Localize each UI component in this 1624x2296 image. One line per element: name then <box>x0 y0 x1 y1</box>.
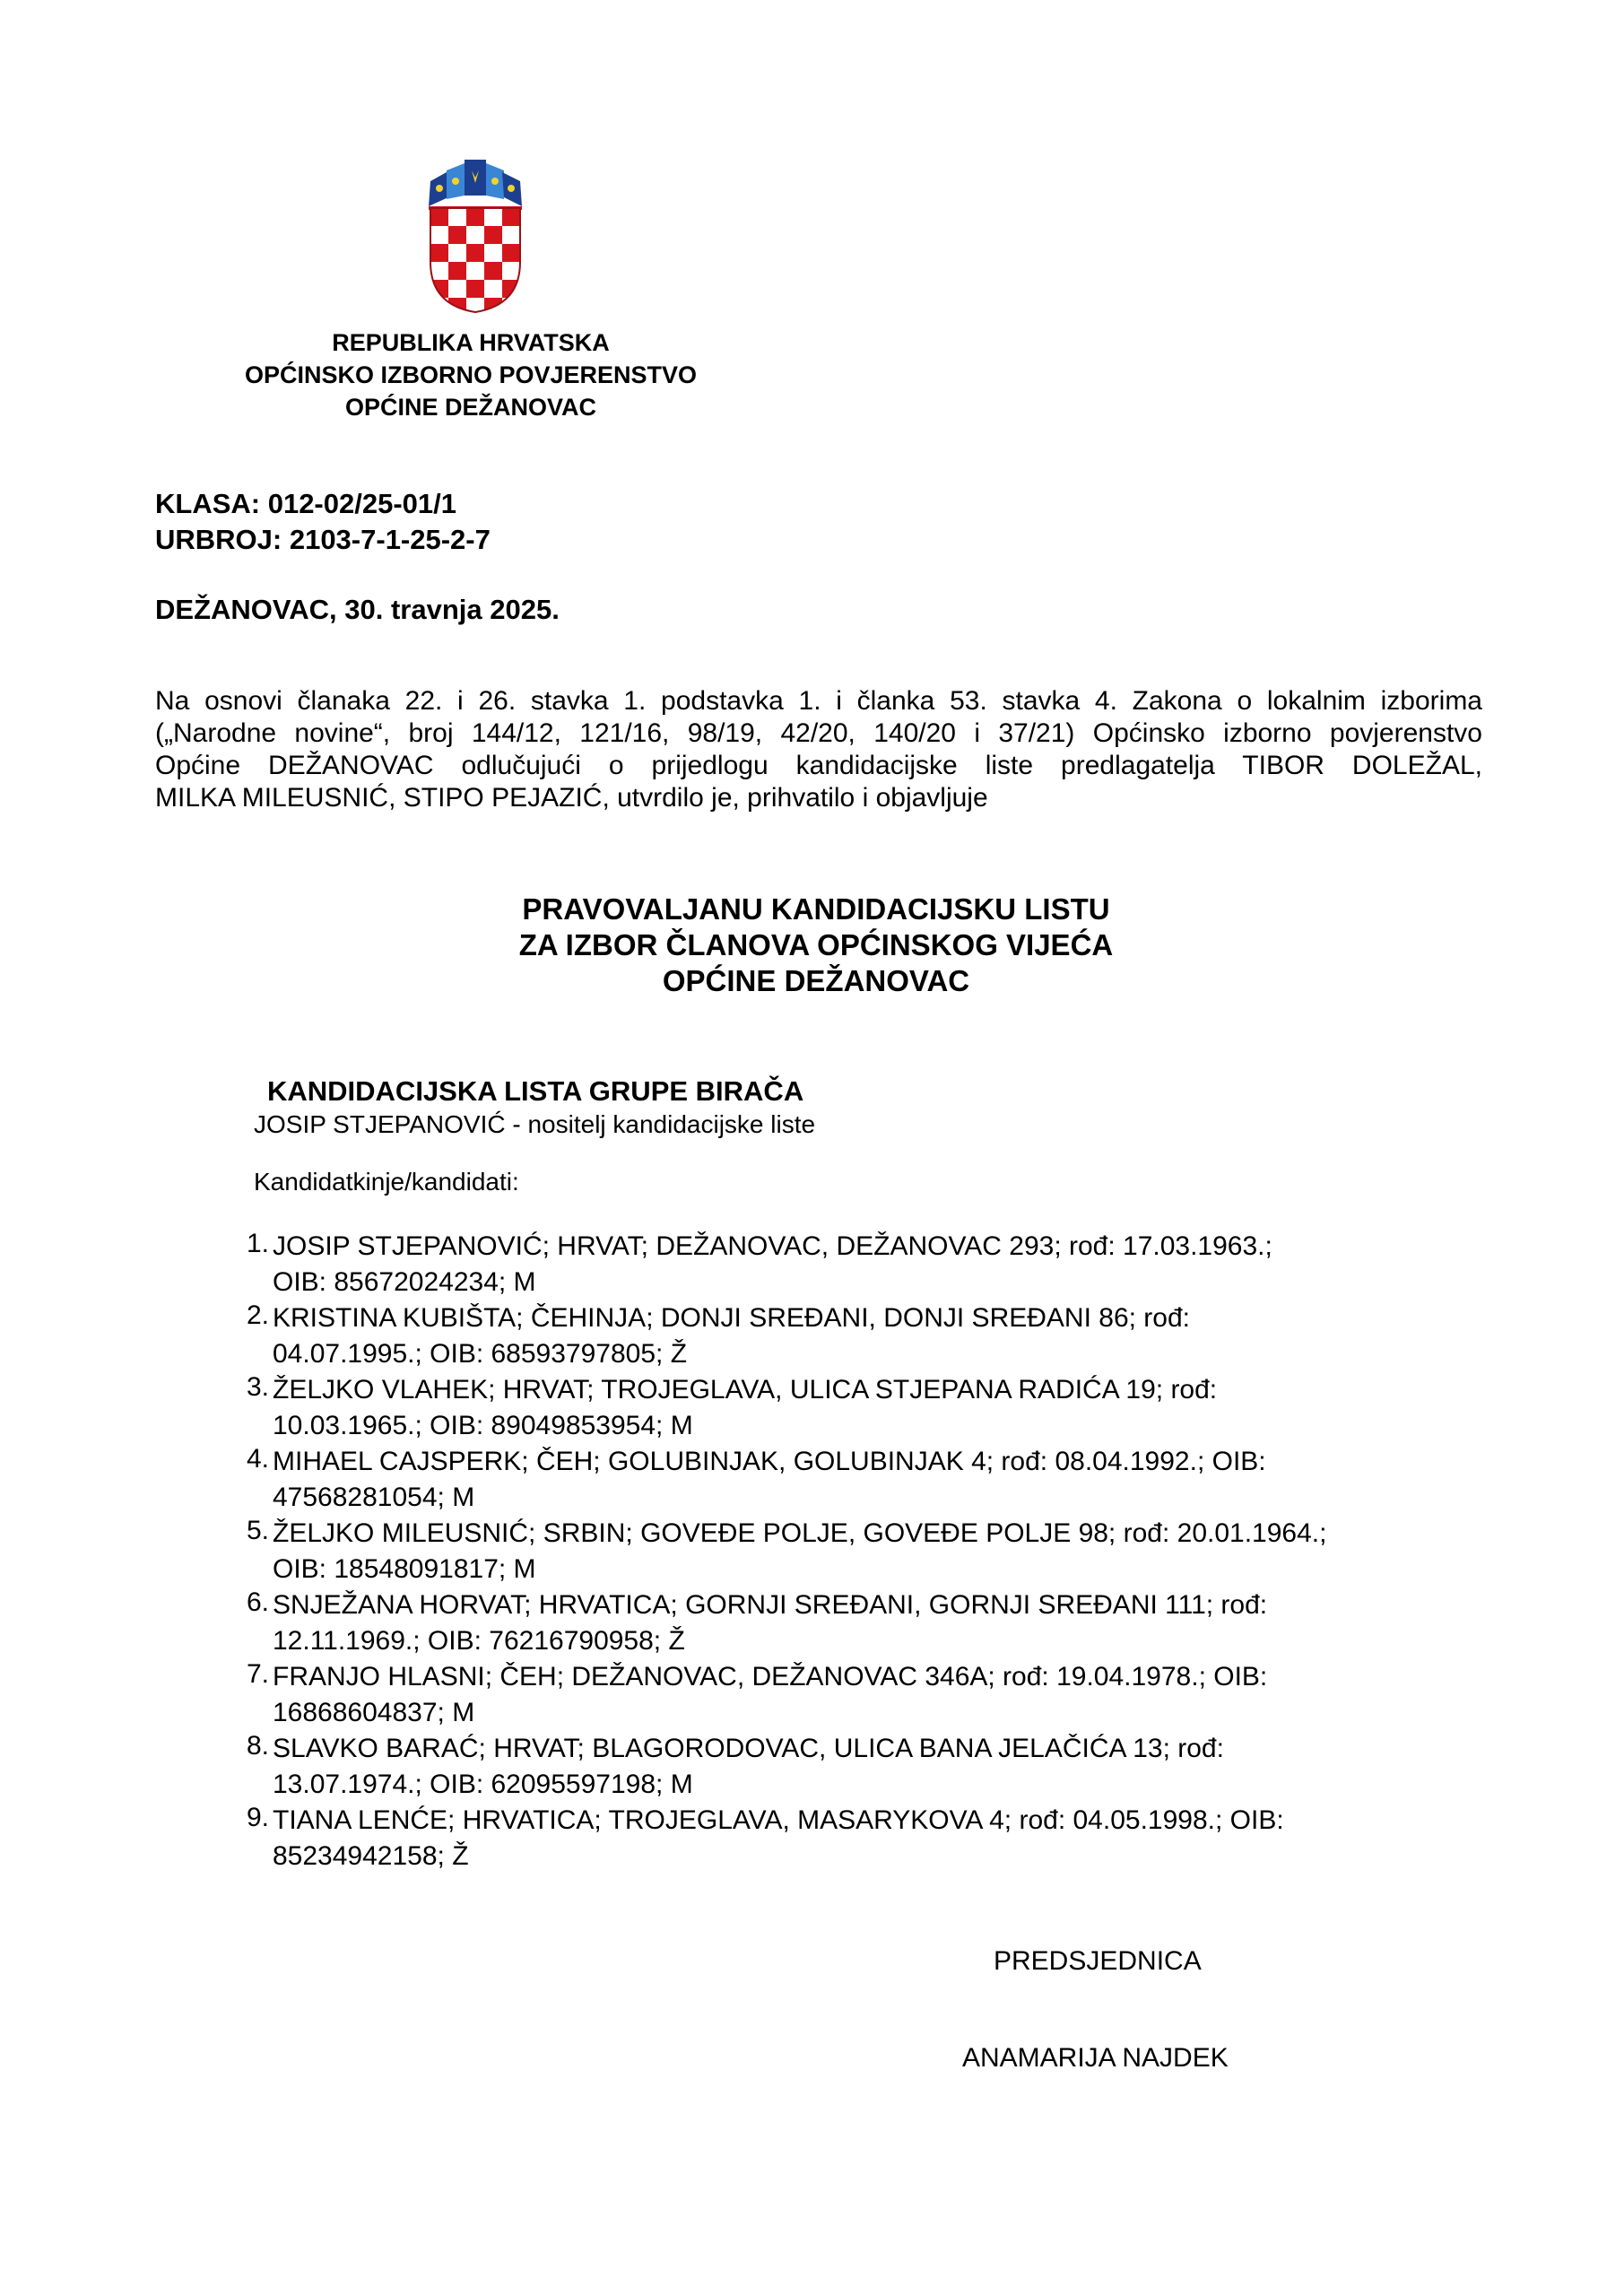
list-item <box>233 1587 1507 1659</box>
candidate-line-2: 04.07.1995.; OIB: 68593797805; Ž <box>273 1339 688 1369</box>
title-line-3: OPĆINE DEŽANOVAC <box>662 964 970 997</box>
list-item <box>233 1659 1507 1731</box>
crown-icon <box>429 160 522 210</box>
list-item <box>233 1731 1507 1803</box>
title-line-2: ZA IZBOR ČLANOVA OPĆINSKOG VIJEĆA <box>518 928 1114 961</box>
header-line-2: OPĆINSKO IZBORNO POVJERENSTVO <box>244 361 698 388</box>
candidates-label: Kandidatkinje/kandidati: <box>254 1168 519 1196</box>
document-date: DEŽANOVAC, 30. travnja 2025. <box>155 594 560 625</box>
candidate-line-2: 13.07.1974.; OIB: 62095597198; M <box>273 1770 693 1799</box>
urbroj-label: URBROJ: 2103-7-1-25-2-7 <box>155 524 491 555</box>
list-item <box>233 1444 1507 1516</box>
intro-line-4: MILKA MILEUSNIĆ, STIPO PEJAZIĆ, utvrdilo je, prihvatilo i objavljuje <box>155 783 988 813</box>
header-line-3: OPĆINE DEŽANOVAC <box>344 394 597 421</box>
candidate-line-1: JOSIP STJEPANOVIĆ; HRVAT; DEŽANOVAC, DEŽANOVAC 293; rođ: 17.03.1963.; <box>273 1231 1272 1261</box>
candidate-number: 8. <box>246 1731 269 1761</box>
list-item <box>233 1229 1507 1300</box>
klasa-label: KLASA: 012-02/25-01/1 <box>155 488 456 519</box>
intro-line-2: („Narodne novine“, broj 144/12, 121/16, 98/19, 42/20, 140/20 i 37/21) Općinsko izborno povjerenstvo <box>155 718 1482 748</box>
list-holder: JOSIP STJEPANOVIĆ - nositelj kandidacijske liste <box>254 1110 816 1138</box>
list-item <box>233 1516 1507 1587</box>
header-line-1: REPUBLIKA HRVATSKA <box>332 329 610 356</box>
candidate-number: 3. <box>246 1372 269 1402</box>
candidate-line-2: 10.03.1965.; OIB: 89049853954; M <box>273 1411 693 1440</box>
institution-header <box>170 326 771 423</box>
candidate-line-1: ŽELJKO MILEUSNIĆ; SRBIN; GOVEĐE POLJE, GOVEĐE POLJE 98; rođ: 20.01.1964.; <box>273 1518 1327 1548</box>
intro-line-1: Na osnovi članaka 22. i 26. stavka 1. podstavka 1. i članka 53. stavka 4. Zakona o lokalnim izborima <box>155 686 1482 716</box>
candidate-line-1: MIHAEL CAJSPERK; ČEH; GOLUBINJAK, GOLUBINJAK 4; rođ: 08.04.1992.; OIB: <box>273 1447 1266 1476</box>
candidate-line-2: 85234942158; Ž <box>273 1841 469 1871</box>
candidate-line-2: OIB: 18548091817; M <box>273 1554 536 1584</box>
candidate-list <box>233 1229 1507 1874</box>
list-item <box>233 1372 1507 1444</box>
candidate-number: 1. <box>246 1229 269 1258</box>
candidate-number: 7. <box>246 1659 269 1689</box>
list-title: KANDIDACIJSKA LISTA GRUPE BIRAČA <box>267 1075 804 1107</box>
intro-paragraph <box>155 685 1482 814</box>
title-line-1: PRAVOVALJANU KANDIDACIJSKU LISTU <box>522 892 1110 926</box>
candidate-line-2: 16868604837; M <box>273 1698 475 1727</box>
candidate-number: 4. <box>246 1444 269 1474</box>
candidate-line-1: SLAVKO BARAĆ; HRVAT; BLAGORODOVAC, ULICA BANA JELAČIĆA 13; rođ: <box>273 1734 1224 1763</box>
list-item <box>233 1803 1507 1874</box>
candidate-number: 2. <box>246 1300 269 1330</box>
candidate-line-2: OIB: 85672024234; M <box>273 1267 536 1297</box>
coat-of-arms-icon <box>421 154 529 316</box>
signature-name: ANAMARIJA NAJDEK <box>962 2043 1229 2073</box>
document-title <box>152 891 1480 999</box>
candidate-line-1: TIANA LENĆE; HRVATICA; TROJEGLAVA, MASARYKOVA 4; rođ: 04.05.1998.; OIB: <box>273 1805 1284 1835</box>
list-item <box>233 1300 1507 1372</box>
candidate-line-1: KRISTINA KUBIŠTA; ČEHINJA; DONJI SREĐANI, DONJI SREĐANI 86; rođ: <box>273 1303 1190 1333</box>
candidate-number: 5. <box>246 1516 269 1545</box>
candidate-line-2: 47568281054; M <box>273 1483 475 1512</box>
candidate-line-1: FRANJO HLASNI; ČEH; DEŽANOVAC, DEŽANOVAC 346A; rođ: 19.04.1978.; OIB: <box>273 1662 1268 1692</box>
candidate-number: 6. <box>246 1587 269 1617</box>
candidate-number: 9. <box>246 1803 269 1832</box>
candidate-line-1: SNJEŽANA HORVAT; HRVATICA; GORNJI SREĐANI, GORNJI SREĐANI 111; rođ: <box>273 1590 1268 1620</box>
candidate-line-1: ŽELJKO VLAHEK; HRVAT; TROJEGLAVA, ULICA STJEPANA RADIĆA 19; rođ: <box>273 1375 1218 1405</box>
candidate-line-2: 12.11.1969.; OIB: 76216790958; Ž <box>273 1626 685 1656</box>
signature-role: PREDSJEDNICA <box>994 1946 1202 1976</box>
intro-line-3: Općine DEŽANOVAC odlučujući o prijedlogu kandidacijske liste predlagatelja TIBOR DOLEŽAL, <box>155 751 1482 780</box>
